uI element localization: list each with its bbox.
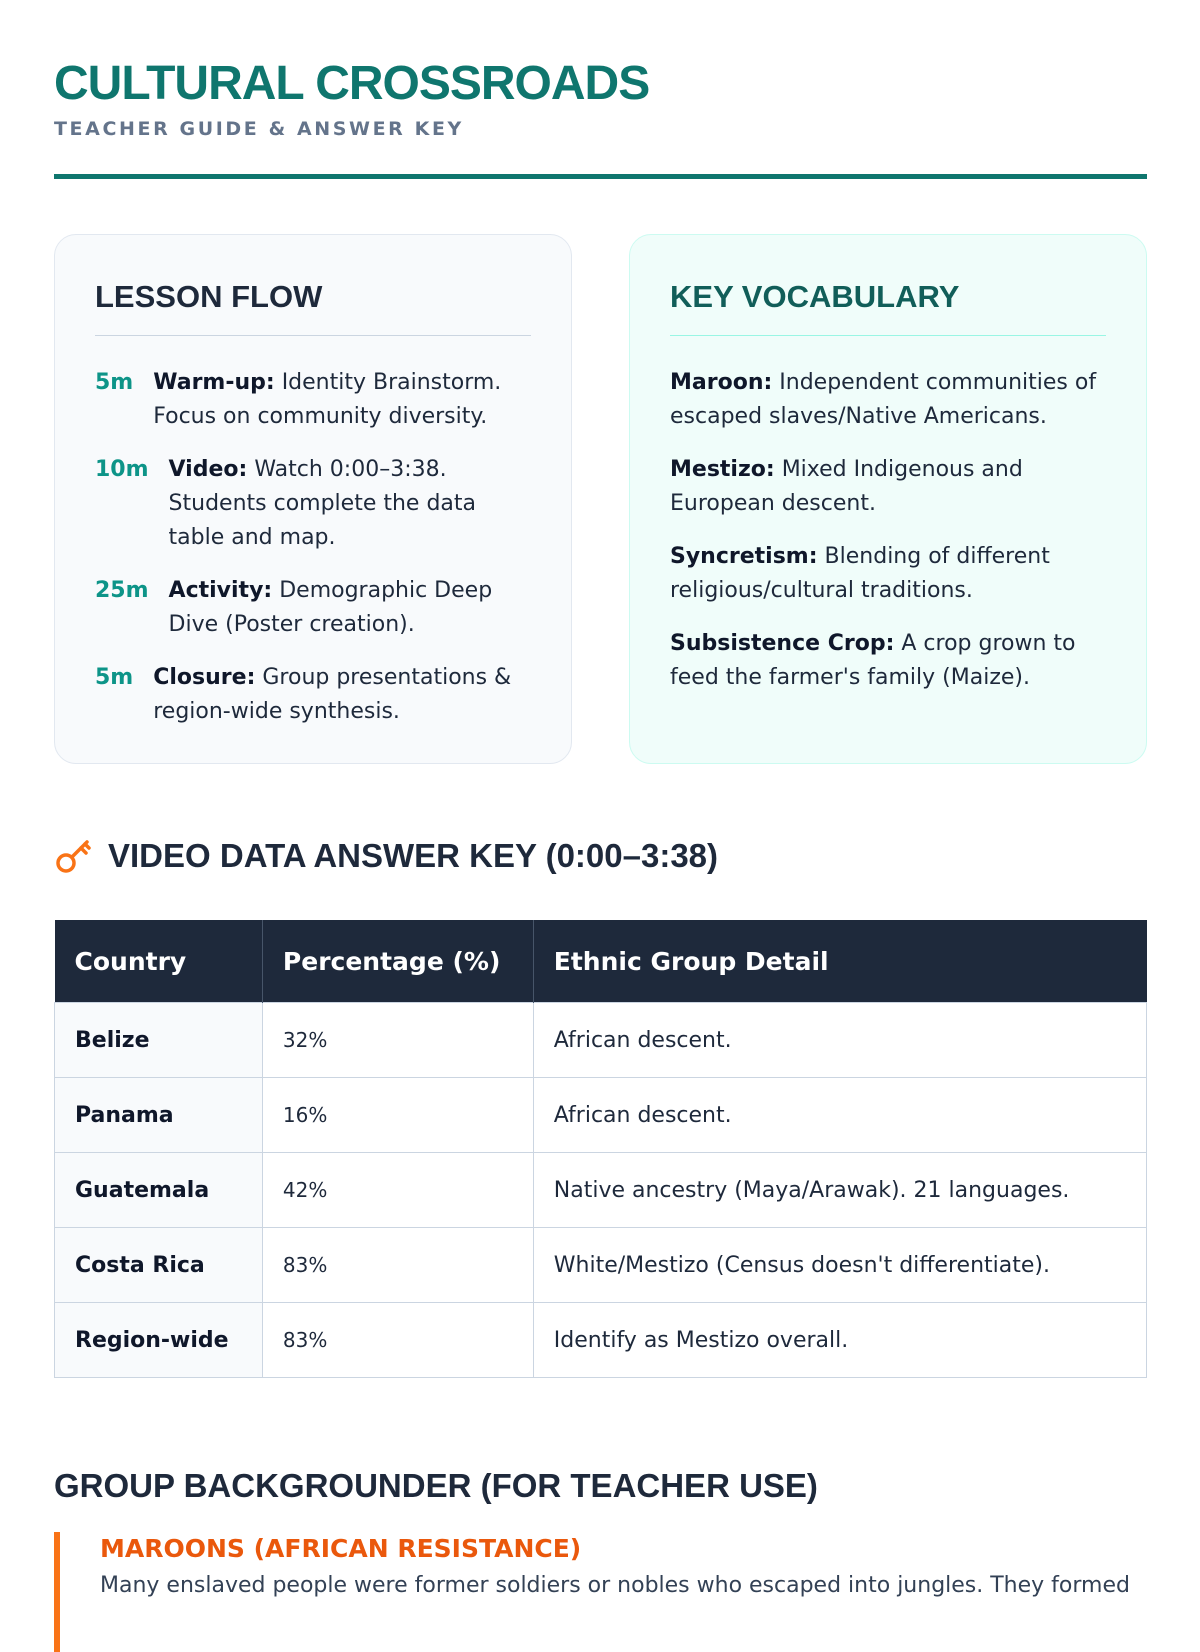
flow-time: 5m bbox=[95, 370, 134, 395]
vocab-definition: Independent communities of escaped slaves/Native Americans. bbox=[670, 370, 1097, 429]
flow-label: Video: bbox=[168, 457, 248, 482]
flow-time: 25m bbox=[95, 578, 149, 603]
flow-time: 5m bbox=[95, 665, 134, 690]
lesson-flow-item bbox=[95, 453, 531, 555]
table-row bbox=[55, 1003, 1147, 1078]
cell-percentage: 83% bbox=[262, 1228, 533, 1303]
group-text: Many enslaved people were former soldiers or nobles who escaped into jungles. They formed bbox=[100, 1573, 1130, 1598]
answer-key-heading bbox=[54, 836, 718, 876]
header-divider bbox=[54, 174, 1147, 179]
cell-detail: African descent. bbox=[533, 1078, 1146, 1153]
vocab-term: Syncretism: bbox=[670, 544, 818, 569]
lesson-flow-item bbox=[95, 574, 531, 642]
cell-detail: Native ancestry (Maya/Arawak). 21 languages. bbox=[533, 1153, 1146, 1228]
flow-time: 10m bbox=[95, 457, 149, 482]
table-header-row bbox=[55, 920, 1147, 1003]
lesson-flow-list bbox=[95, 366, 531, 729]
column-header-percentage: Percentage (%) bbox=[262, 920, 533, 1003]
vocab-definition: A crop grown to feed the farmer's family (Maize). bbox=[670, 631, 1076, 690]
answer-key-table bbox=[54, 920, 1147, 1378]
flow-label: Warm-up: bbox=[153, 370, 275, 395]
group-backgrounder-card bbox=[54, 1532, 1147, 1652]
flow-text: Demographic Deep Dive (Poster creation). bbox=[168, 578, 493, 637]
flow-text: Identity Brainstorm. Focus on community diversity. bbox=[153, 370, 502, 429]
group-title: MAROONS (AFRICAN RESISTANCE) bbox=[100, 1534, 582, 1563]
key-icon bbox=[54, 837, 92, 875]
vocabulary-item bbox=[670, 453, 1106, 521]
flow-text: Group presentations & region-wide synthesis. bbox=[153, 665, 512, 724]
table-row bbox=[55, 1078, 1147, 1153]
table-row bbox=[55, 1153, 1147, 1228]
flow-text: Watch 0:00–3:38. Students complete the data table and map. bbox=[168, 457, 477, 550]
cell-percentage: 32% bbox=[262, 1003, 533, 1078]
lesson-flow-item bbox=[95, 366, 531, 434]
cell-percentage: 42% bbox=[262, 1153, 533, 1228]
cell-percentage: 16% bbox=[262, 1078, 533, 1153]
cell-country: Costa Rica bbox=[55, 1228, 263, 1303]
cell-country: Guatemala bbox=[55, 1153, 263, 1228]
lesson-flow-card bbox=[54, 234, 572, 764]
vocabulary-list bbox=[670, 366, 1106, 695]
cell-detail: White/Mestizo (Census doesn't differentiate). bbox=[533, 1228, 1146, 1303]
vocab-definition: Blending of different religious/cultural traditions. bbox=[670, 544, 1050, 603]
vocabulary-item bbox=[670, 540, 1106, 608]
cell-percentage: 83% bbox=[262, 1303, 533, 1378]
group-backgrounder-heading: GROUP BACKGROUNDER (FOR TEACHER USE) bbox=[54, 1467, 818, 1504]
flow-label: Activity: bbox=[168, 578, 273, 603]
vocab-definition: Mixed Indigenous and European descent. bbox=[670, 457, 1023, 516]
vocab-term: Mestizo: bbox=[670, 457, 775, 482]
lesson-flow-item bbox=[95, 661, 531, 729]
lesson-flow-title: LESSON FLOW bbox=[95, 235, 531, 336]
column-header-country: Country bbox=[55, 920, 263, 1003]
vocab-term: Subsistence Crop: bbox=[670, 631, 895, 656]
column-header-detail: Ethnic Group Detail bbox=[533, 920, 1146, 1003]
vocabulary-item bbox=[670, 627, 1106, 695]
cell-country: Belize bbox=[55, 1003, 263, 1078]
key-vocabulary-card bbox=[629, 234, 1147, 764]
table-row bbox=[55, 1303, 1147, 1378]
cell-country: Panama bbox=[55, 1078, 263, 1153]
cell-country: Region-wide bbox=[55, 1303, 263, 1378]
flow-label: Closure: bbox=[153, 665, 256, 690]
cell-detail: Identify as Mestizo overall. bbox=[533, 1303, 1146, 1378]
answer-key-title: VIDEO DATA ANSWER KEY (0:00–3:38) bbox=[108, 837, 719, 874]
key-vocabulary-title: KEY VOCABULARY bbox=[670, 235, 1106, 336]
vocabulary-item bbox=[670, 366, 1106, 434]
cell-detail: African descent. bbox=[533, 1003, 1146, 1078]
page-subtitle: TEACHER GUIDE & ANSWER KEY bbox=[54, 118, 464, 140]
page-title: CULTURAL CROSSROADS bbox=[54, 57, 650, 110]
vocab-term: Maroon: bbox=[670, 370, 773, 395]
table-row bbox=[55, 1228, 1147, 1303]
